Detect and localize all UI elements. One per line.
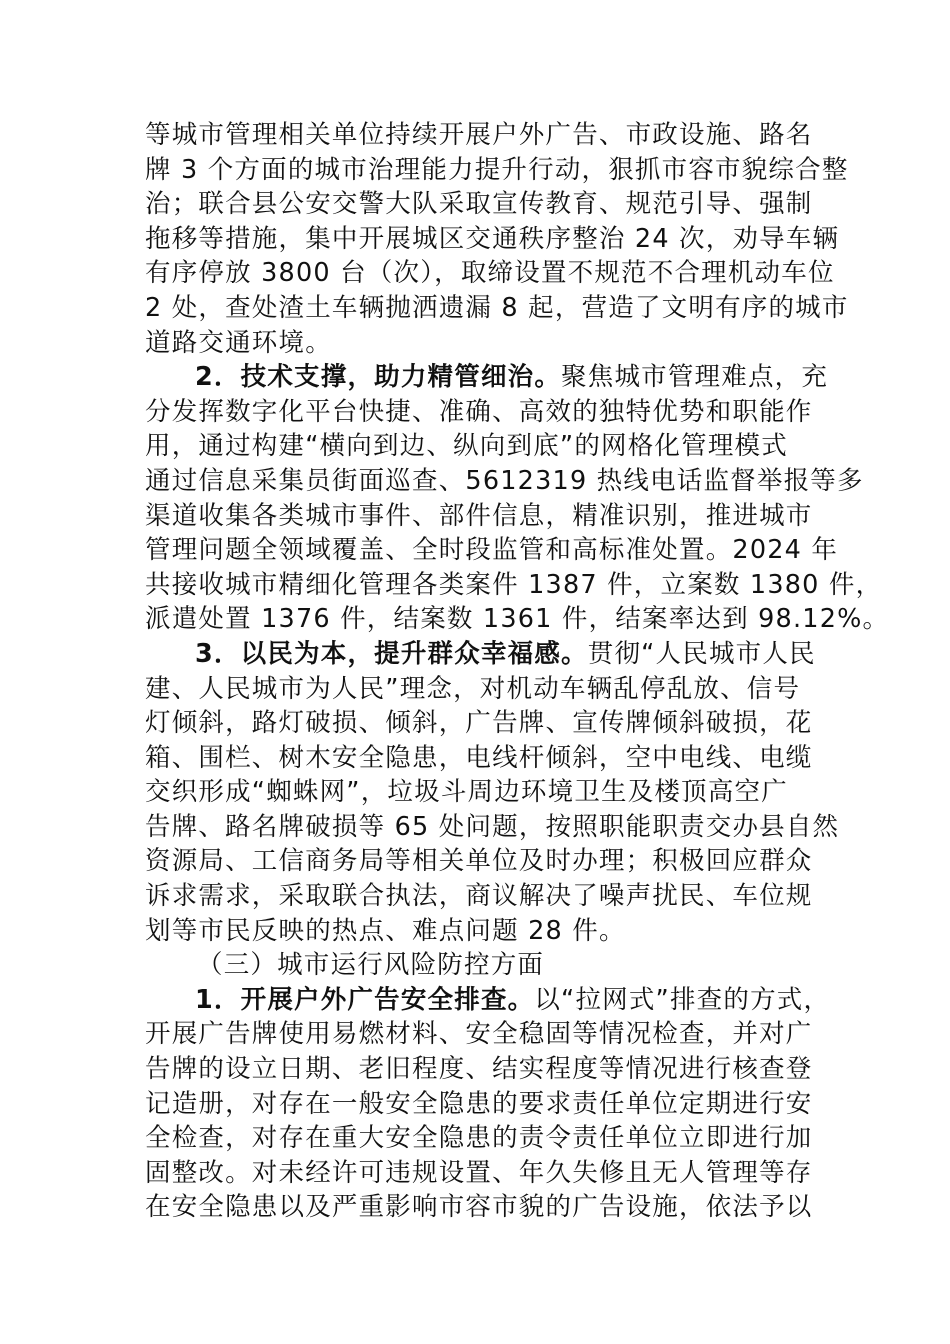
text-line: 记造册，对存在一般安全隐患的要求责任单位定期进行安: [145, 1088, 813, 1119]
text-line: 诉求需求，采取联合执法，商议解决了噪声扰民、车位规: [145, 881, 813, 912]
text-line: 牌 3 个方面的城市治理能力提升行动，狠抓市容市貌综合整: [145, 154, 849, 185]
text-line: 划等市民反映的热点、难点问题 28 件。: [145, 915, 626, 946]
text-line: 等城市管理相关单位持续开展户外广告、市政设施、路名: [145, 120, 813, 150]
text-line: 全检查，对存在重大安全隐患的责令责任单位立即进行加: [145, 1123, 813, 1154]
paragraph-lead-text: 贯彻“人民城市人民: [587, 638, 816, 669]
text-line: 有序停放 3800 台（次），取缔设置不规范不合理机动车位: [145, 258, 835, 289]
text-line: 交织形成“蜘蛛网”，垃圾斗周边环境卫生及楼顶高空广: [145, 777, 788, 808]
paragraph-lead-text: 以“拉网式”排查的方式，: [534, 984, 831, 1015]
text-line: 用，通过构建“横向到边、纵向到底”的网格化管理模式: [145, 431, 788, 462]
text-line: 拖移等措施，集中开展城区交通秩序整治 24 次，劝导车辆: [145, 223, 840, 254]
paragraph-first-line: [145, 983, 831, 1018]
paragraph-heading: 1．开展户外广告安全排查。: [195, 984, 535, 1015]
text-line: 分发挥数字化平台快捷、准确、高效的独特优势和职能作: [145, 396, 813, 427]
text-line: 道路交通环境。: [145, 327, 332, 358]
text-line: 派遣处置 1376 件，结案数 1361 件，结案率达到 98.12%。: [145, 604, 890, 635]
text-line: 资源局、工信商务局等相关单位及时办理；积极回应群众: [145, 846, 813, 877]
paragraph-heading: 3．以民为本，提升群众幸福感。: [195, 638, 588, 669]
text-line: 建、人民城市为人民”理念，对机动车辆乱停乱放、信号: [145, 673, 801, 704]
text-line: 2 处，查处渣土车辆抛洒遗漏 8 起，营造了文明有序的城市: [145, 292, 849, 323]
text-line: 告牌、路名牌破损等 65 处问题，按照职能职责交办县自然: [145, 811, 840, 842]
text-line: 告牌的设立日期、老旧程度、结实程度等情况进行核查登: [145, 1054, 813, 1085]
paragraph-first-line: [145, 637, 815, 672]
text-line: 箱、围栏、树木安全隐患，电线杆倾斜，空中电线、电缆: [145, 742, 813, 773]
text-line: 灯倾斜，路灯破损、倾斜，广告牌、宣传牌倾斜破损，花: [145, 708, 813, 739]
text-line: 治；联合县公安交警大队采取宣传教育、规范引导、强制: [145, 189, 813, 220]
text-line: 固整改。对未经许可违规设置、年久失修且无人管理等存: [145, 1157, 813, 1188]
paragraph-lead-text: 聚焦城市管理难点，充: [561, 362, 829, 393]
body-text: [145, 118, 890, 1225]
text-line: 在安全隐患以及严重影响市容市貌的广告设施，依法予以: [145, 1192, 813, 1223]
paragraph-heading: 2．技术支撑，助力精管细治。: [195, 362, 562, 393]
text-line: 管理问题全领域覆盖、全时段监管和高标准处置。2024 年: [145, 535, 839, 566]
text-line: 通过信息采集员街面巡查、5612319 热线电话监督举报等多: [145, 465, 864, 496]
section-title: （三）城市运行风险防控方面: [197, 950, 545, 981]
text-line: 开展广告牌使用易燃材料、安全稳固等情况检查，并对广: [145, 1019, 813, 1050]
paragraph-first-line: [145, 360, 829, 395]
text-line: 共接收城市精细化管理各类案件 1387 件，立案数 1380 件，: [145, 569, 883, 600]
text-line: 渠道收集各类城市事件、部件信息，精准识别，推进城市: [145, 500, 813, 531]
